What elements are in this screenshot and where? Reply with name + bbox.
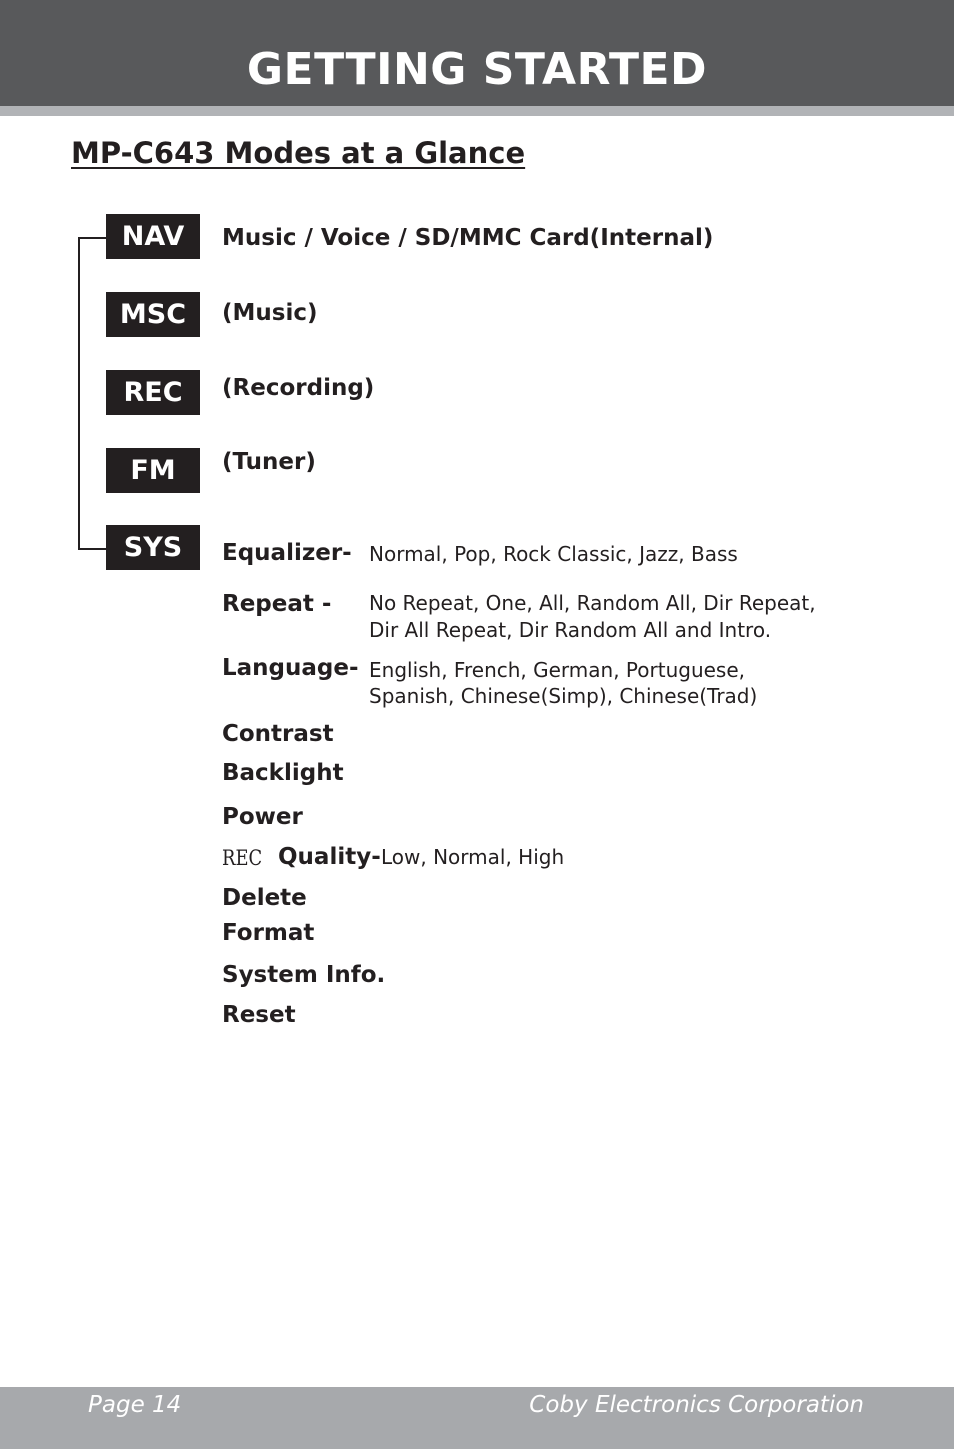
power-label: Power: [222, 804, 303, 830]
mode-sys-box: SYS: [106, 525, 200, 570]
mode-tree-branch-nav: [78, 237, 106, 239]
format-label: Format: [222, 920, 315, 946]
section-title: MP-C643 Modes at a Glance: [71, 136, 526, 170]
equalizer-label: Equalizer-: [222, 540, 352, 566]
reset-label: Reset: [222, 1002, 296, 1028]
footer-page-number: Page 14: [88, 1392, 182, 1418]
mode-msc-box: MSC: [106, 292, 200, 337]
header-stripe: [0, 106, 954, 116]
mode-nav-box: NAV: [106, 214, 200, 259]
language-label: Language-: [222, 655, 359, 681]
repeat-label: Repeat -: [222, 591, 332, 617]
language-value-line2: Spanish, Chinese(Simp), Chinese(Trad): [369, 684, 758, 708]
mode-rec-box: REC: [106, 370, 200, 415]
mode-fm-description: (Tuner): [222, 449, 316, 475]
mode-nav-description: Music / Voice / SD/MMC Card(Internal): [222, 225, 714, 251]
mode-tree-branch-sys: [78, 548, 106, 550]
delete-label: Delete: [222, 885, 307, 911]
repeat-value-line1: No Repeat, One, All, Random All, Dir Repeat,: [369, 591, 816, 615]
footer-company-name: Coby Electronics Corporation: [529, 1392, 864, 1418]
contrast-label: Contrast: [222, 721, 334, 747]
equalizer-value: Normal, Pop, Rock Classic, Jazz, Bass: [369, 542, 738, 566]
mode-rec-description: (Recording): [222, 375, 375, 401]
mode-fm-box: FM: [106, 448, 200, 493]
quality-value: Low, Normal, High: [381, 845, 565, 869]
header-title: GETTING STARTED: [246, 44, 708, 95]
system-info-label: System Info.: [222, 962, 386, 988]
language-value-line1: English, French, German, Portuguese,: [369, 658, 746, 682]
quality-rec-tag: REC: [222, 846, 263, 870]
repeat-value-line2: Dir All Repeat, Dir Random All and Intro.: [369, 618, 772, 642]
quality-label: Quality-: [278, 844, 381, 870]
mode-msc-description: (Music): [222, 300, 318, 326]
backlight-label: Backlight: [222, 760, 344, 786]
mode-tree-trunk: [78, 237, 80, 549]
